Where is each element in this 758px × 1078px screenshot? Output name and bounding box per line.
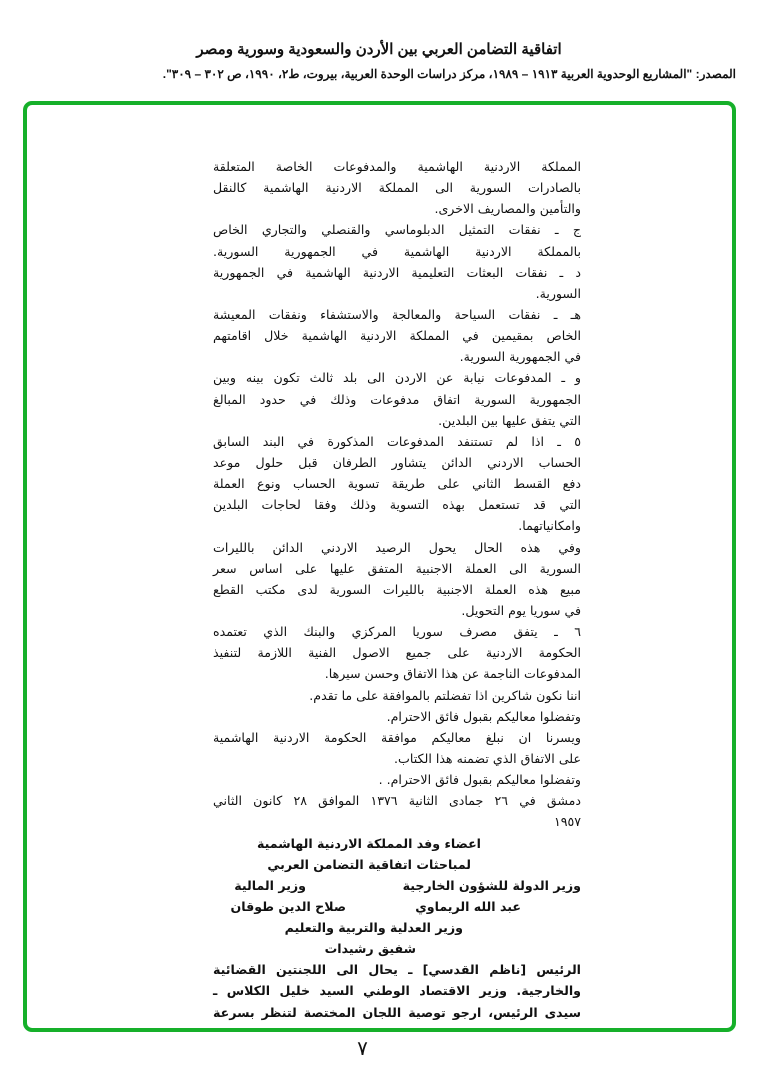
text-line: سيدى الرئيس، ارجو توصية اللجان المختصة لتنظر بسرعة xyxy=(213,1004,581,1020)
signatory-right-col: وزير المالية xyxy=(234,877,306,893)
text-line: ١٩٥٧ xyxy=(553,814,581,830)
signature-delegation: اعضاء وفد المملكة الاردنية الهاشمية xyxy=(256,835,481,851)
text-line: التي قد تستعمل بهذه التسوية وذلك وفقا لحاجات البلدين xyxy=(213,497,581,513)
text-line: بالمملكة الاردنية الهاشمية في الجمهورية السورية. xyxy=(213,243,581,259)
text-line: وامكانياتهما. xyxy=(518,518,581,534)
signature-names xyxy=(213,896,581,917)
document-title: اتفاقية التضامن العربي بين الأردن والسعودية وسورية ومصر xyxy=(196,41,562,58)
text-line: في سوريا يوم التحويل. xyxy=(461,602,581,618)
text-line: وفي هذه الحال يحول الرصيد الاردني الدائن بالليرات xyxy=(213,539,581,555)
text-line: الخاص بمقيمين في المملكة الاردنية الهاشمية خلال اقامتهم xyxy=(213,328,581,344)
text-line: بالصادرات السورية الى المملكة الاردنية الهاشمية كالنقل xyxy=(213,180,581,196)
text-line: الجمهورية السورية اتفاق مدفوعات وذلك في حدود المبالغ xyxy=(213,391,581,407)
text-line: دمشق في ٢٦ جمادى الثانية ١٣٧٦ الموافق ٢٨ كانون الثاني xyxy=(213,793,582,809)
text-line: السورية الى العملة الاجنبية المتفق عليها على اساس سعر xyxy=(213,560,581,576)
page-number: ٧ xyxy=(357,1036,368,1060)
text-line: وتفضلوا معاليكم بقبول فائق الاحترام. xyxy=(386,708,581,724)
text-line: اننا نكون شاكرين اذا تفضلتم بالموافقة على ما تقدم. xyxy=(309,687,581,703)
text-line: ٦ ـ يتفق مصرف سوريا المركزي والبنك الذي تعتمده xyxy=(213,624,581,640)
signatory-right-col: صلاح الدين طوقان xyxy=(230,898,346,914)
text-line: مبيع هذه العملة الاجنبية بالليرات السورية لدى مكتب القطع xyxy=(213,581,581,597)
text-line: دفع القسط الثاني على طريقة تسوية الحساب ونوع العملة xyxy=(213,476,581,492)
document-body xyxy=(213,156,581,1023)
text-line: الحساب الاردني الدائن يتشاور الطرفان قبل حلول موعد xyxy=(213,454,581,470)
source-citation: المصدر: "المشاريع الوحدوية العربية ١٩١٣ – ١٩٨٩، مركز دراسات الوحدة العربية، بيروت، ط٢، ١٩٩٠، ص ٣٠٢ – ٣٠٩". xyxy=(162,67,736,81)
text-line: و ـ المدفوعات نيابة عن الاردن الى بلد ثالث تكون بينه وبين xyxy=(213,370,581,386)
signature-purpose: لمباحثات اتفاقية التضامن العربي xyxy=(267,856,471,872)
text-line: المملكة الاردنية الهاشمية والمدفوعات الخاصة المتعلقة xyxy=(213,159,581,174)
text-line: وتفضلوا معاليكم بقبول فائق الاحترام. . xyxy=(378,772,581,788)
text-line: على الاتفاق الذي تضمنه هذا الكتاب. xyxy=(394,750,581,766)
signature-titles xyxy=(213,875,581,896)
text-line: الحكومة الاردنية على جميع الاصول الفنية اللازمة لتنفيذ xyxy=(213,645,581,661)
text-line: السورية. xyxy=(535,285,581,301)
text-line: هـ ـ نفقات السياحة والمعالجة والاستشفاء ونفقات المعيشة xyxy=(213,306,581,322)
text-line: الرئيس [ناظم القدسي] ـ يحال الى اللجنتين القضائية xyxy=(213,962,581,978)
text-line: التي يتفق عليها بين البلدين. xyxy=(438,412,581,428)
text-line: والخارجية. وزير الاقتصاد الوطني السيد خليل الكلاس ـ xyxy=(213,983,581,999)
signature-justice-title: وزير العدلية والتربية والتعليم xyxy=(284,920,463,936)
text-line: د ـ نفقات البعثات التعليمية الاردنية الهاشمية في الجمهورية xyxy=(213,264,581,280)
text-line: ويسرنا ان نبلغ معاليكم موافقة الحكومة الاردنية الهاشمية xyxy=(213,729,581,745)
text-line: ج ـ نفقات التمثيل الدبلوماسي والقنصلي والتجاري الخاص xyxy=(213,222,581,238)
text-line: في الجمهورية السورية. xyxy=(459,349,581,365)
signatory-left-col: وزير الدولة للشؤون الخارجية xyxy=(402,877,581,893)
signatory-left-col: عبد الله الريماوي xyxy=(415,898,521,914)
text-line: والتأمين والمصاريف الاخرى. xyxy=(434,201,581,217)
signature-justice-name: شفيق رشيدات xyxy=(324,941,416,957)
text-line: المدفوعات الناجمة عن هذا الاتفاق وحسن سيرها. xyxy=(324,666,581,682)
text-line: ٥ ـ اذا لم تستنفد المدفوعات المذكورة في البند السابق xyxy=(213,433,581,449)
